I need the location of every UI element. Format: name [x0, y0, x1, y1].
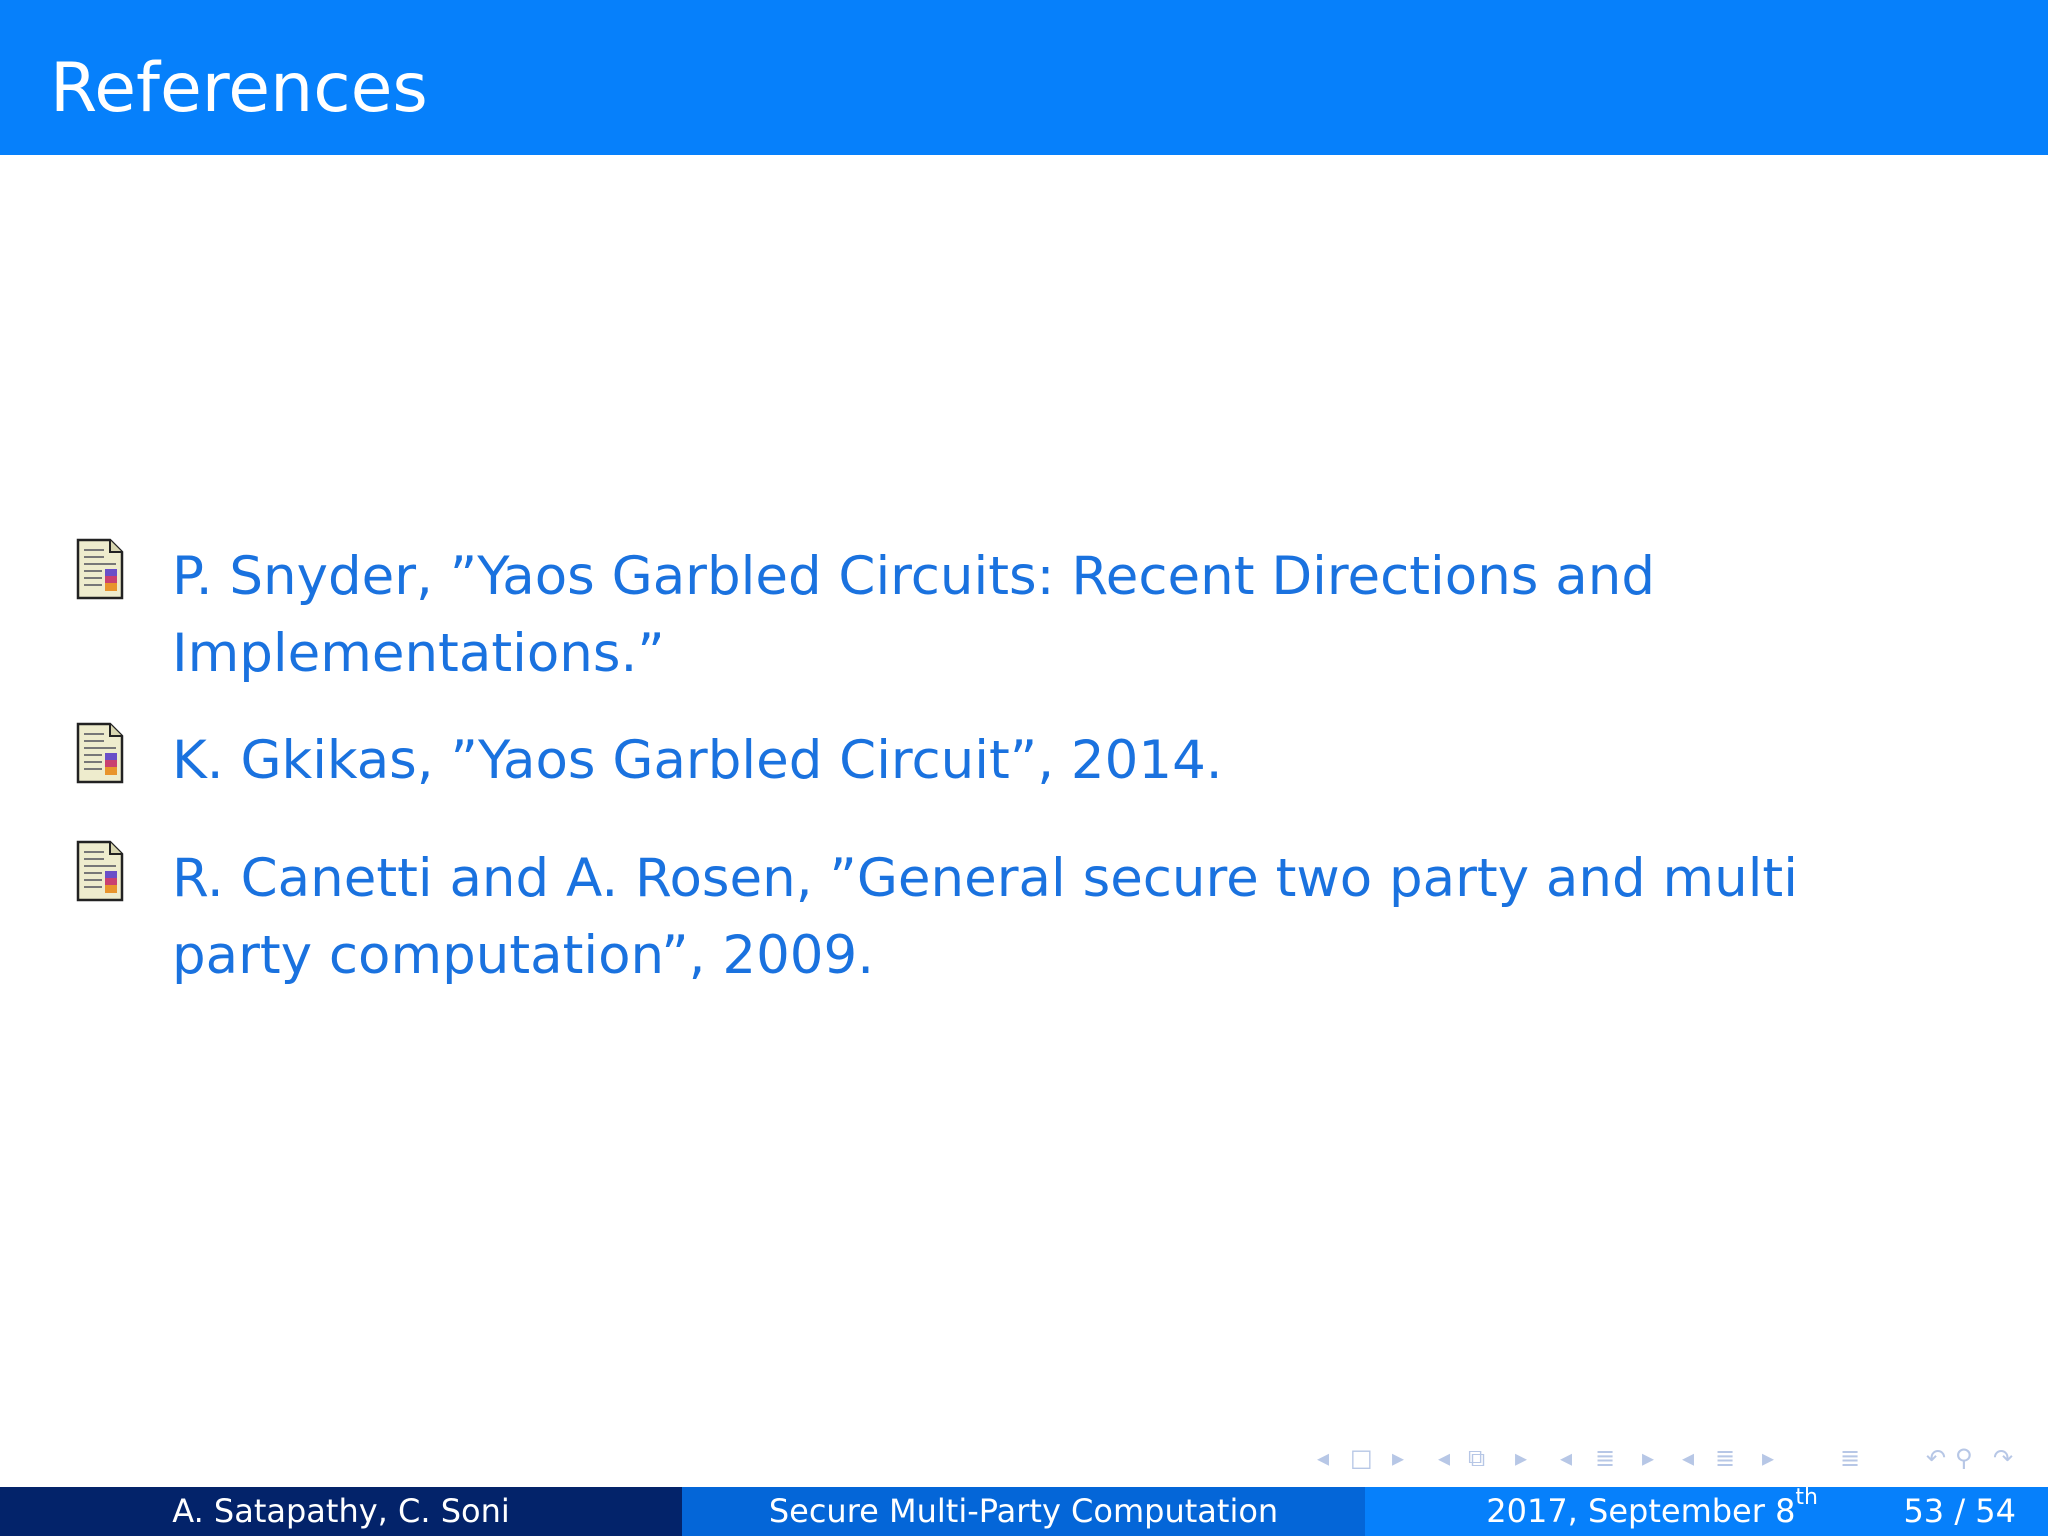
back-icon[interactable]: ↶ [1926, 1444, 1947, 1472]
frame-icon[interactable]: □ [1350, 1444, 1373, 1472]
title-bar [0, 0, 2048, 155]
next-document-icon[interactable]: ▸ [1762, 1444, 1775, 1472]
align-icon[interactable]: ≣ [1840, 1444, 1861, 1472]
next-frame-icon[interactable]: ▸ [1392, 1444, 1405, 1472]
footer-title [682, 1487, 1365, 1536]
prev-document-icon[interactable]: ◂ [1682, 1444, 1695, 1472]
beamer-navigation [1310, 1440, 2040, 1476]
reference-text: P. Snyder, ”Yaos Garbled Circuits: Recent Directions and Implementations.” [172, 546, 1655, 684]
footer-date-page [1365, 1487, 2048, 1536]
article-icon [76, 722, 124, 784]
date-text: 2017, September 8 [1486, 1492, 1796, 1530]
section-icon[interactable]: ≣ [1595, 1444, 1616, 1472]
reference-text: R. Canetti and A. Rosen, ”General secure two party and multi party computation”, 2009. [172, 848, 1798, 986]
prev-frame-icon[interactable]: ◂ [1317, 1444, 1330, 1472]
footer [0, 1487, 2048, 1536]
article-icon [76, 538, 124, 600]
prev-section-icon[interactable]: ◂ [1560, 1444, 1573, 1472]
reference-text: K. Gkikas, ”Yaos Garbled Circuit”, 2014. [172, 730, 1223, 791]
next-section-icon[interactable]: ▸ [1642, 1444, 1655, 1472]
prev-subsection-icon[interactable]: ◂ [1438, 1444, 1451, 1472]
search-icon[interactable]: ⚲ [1955, 1444, 1973, 1472]
page-number: 53 / 54 [1903, 1492, 2016, 1530]
date-suffix: th [1795, 1485, 1818, 1510]
talk-title: Secure Multi-Party Computation [768, 1492, 1279, 1530]
next-subsection-icon[interactable]: ▸ [1515, 1444, 1528, 1472]
footer-author [0, 1487, 682, 1536]
subsection-icon[interactable]: ⧉ [1468, 1444, 1486, 1472]
author-names: A. Satapathy, C. Soni [172, 1492, 510, 1530]
document-icon[interactable]: ≣ [1715, 1444, 1736, 1472]
article-icon [76, 840, 124, 902]
slide-title: References [50, 49, 428, 128]
forward-icon[interactable]: ↷ [1993, 1444, 2014, 1472]
footer-date [1486, 1487, 1818, 1536]
